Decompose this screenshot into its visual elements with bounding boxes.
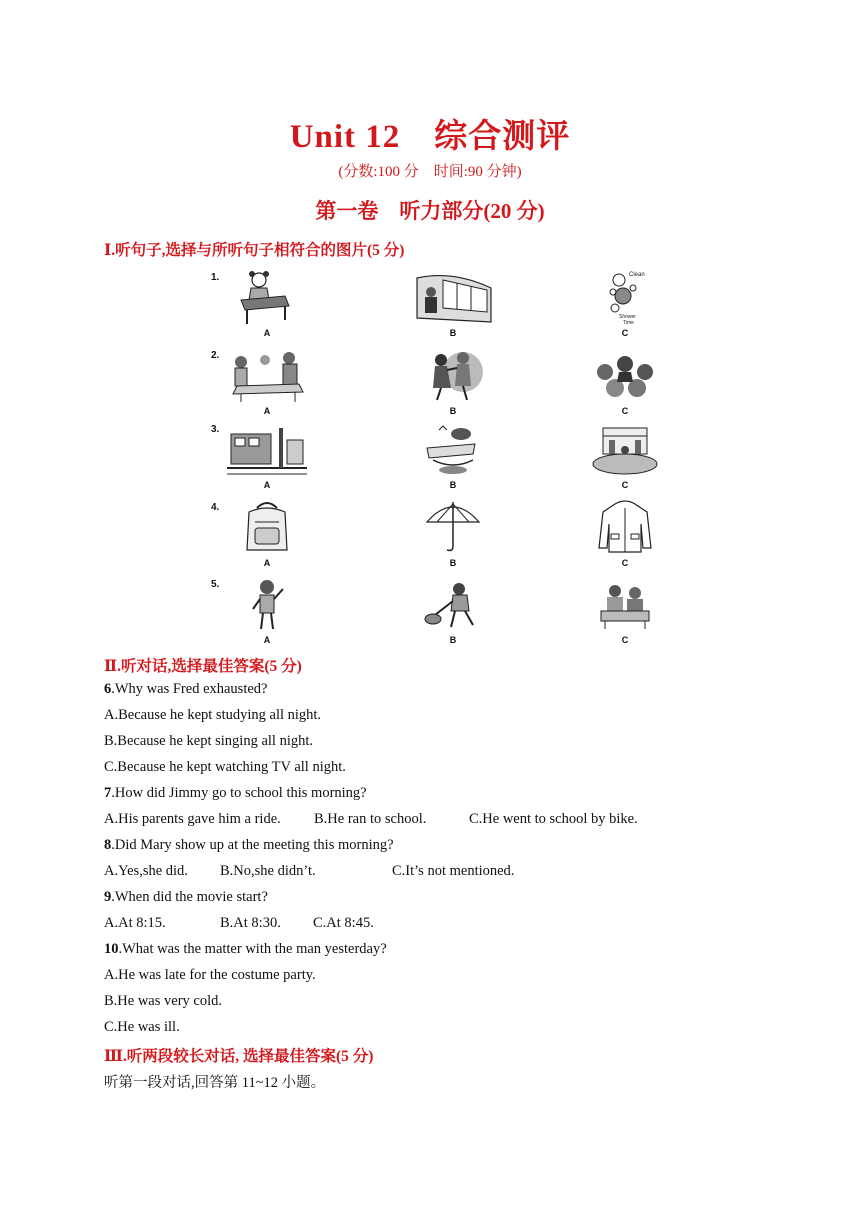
picture-4a: A — [227, 498, 307, 560]
boy-waving-icon — [227, 575, 307, 633]
q7-option-c: C.He went to school by bike. — [469, 811, 638, 827]
dancing-couple-icon — [413, 346, 493, 404]
girl-at-desk-icon — [227, 268, 307, 326]
picture-3c: C — [585, 420, 665, 482]
picture-row-2 — [205, 346, 665, 420]
picture-2a: A — [227, 346, 307, 408]
picture-5b: B — [413, 575, 493, 637]
picture-row-3 — [205, 420, 665, 494]
q7-option-a: A.His parents gave him a ride. — [104, 811, 281, 827]
building-scene-icon — [585, 420, 665, 478]
q9-option-b: B.At 8:30. — [220, 915, 281, 931]
picture-2b: B — [413, 346, 493, 408]
q7-options — [0, 811, 860, 831]
svg-text:Time: Time — [623, 320, 634, 326]
picture-row-5 — [205, 575, 665, 649]
q8-option-a: A.Yes,she did. — [104, 863, 188, 879]
picture-1c: Clean Shower Time C — [585, 268, 665, 330]
section-3-instruction: 听第一段对话,回答第 11~12 小题。 — [104, 1075, 326, 1091]
flying-objects-icon — [413, 420, 493, 478]
q8-option-b: B.No,she didn’t. — [220, 863, 316, 879]
q8-option-c: C.It’s not mentioned. — [392, 863, 515, 879]
q6-option-b: B.Because he kept singing all night. — [104, 733, 314, 749]
section-1-heading: Ⅰ.听句子,选择与所听句子相符合的图片(5 分) — [104, 242, 405, 259]
boy-cleaning-icon — [413, 575, 493, 633]
row-number: 3. — [211, 424, 220, 435]
section-2-heading: Ⅱ.听对话,选择最佳答案(5 分) — [104, 658, 302, 675]
question-8: 8.Did Mary show up at the meeting this morning? — [104, 837, 394, 853]
picture-3b: B — [413, 420, 493, 482]
q7-option-b: B.He ran to school. — [314, 811, 427, 827]
row-number: 1. — [211, 272, 220, 283]
q9-option-a: A.At 8:15. — [104, 915, 166, 931]
part-one-title: 第一卷 听力部分(20 分) — [315, 199, 545, 223]
row-number: 2. — [211, 350, 220, 361]
people-at-table-icon — [227, 346, 307, 404]
q9-option-c: C.At 8:45. — [313, 915, 374, 931]
question-9: 9.When did the movie start? — [104, 889, 268, 905]
row-number: 4. — [211, 502, 220, 513]
picture-5a: A — [227, 575, 307, 637]
score-time-subtitle: (分数:100 分 时间:90 分钟) — [338, 164, 522, 180]
q10-option-c: C.He was ill. — [104, 1019, 180, 1035]
q8-options — [0, 863, 860, 883]
clean-shower-time-icon — [585, 268, 665, 326]
picture-5c: C — [585, 575, 665, 637]
backpack-icon — [227, 498, 307, 556]
svg-text:Clean: Clean — [629, 272, 645, 278]
train-station-icon — [227, 420, 307, 478]
q10-option-b: B.He was very cold. — [104, 993, 222, 1009]
q6-option-c: C.Because he kept watching TV all night. — [104, 759, 346, 775]
fruit-people-icon — [585, 346, 665, 404]
picture-2c: C — [585, 346, 665, 408]
picture-4c: C — [585, 498, 665, 560]
picture-row-1 — [205, 268, 665, 342]
picture-3a: A — [227, 420, 307, 482]
question-6: 6.Why was Fred exhausted? — [104, 681, 268, 697]
picture-row-4 — [205, 498, 665, 572]
q10-option-a: A.He was late for the costume party. — [104, 967, 316, 983]
umbrella-icon — [413, 498, 493, 556]
family-sitting-icon — [585, 575, 665, 633]
question-10: 10.What was the matter with the man yesterday? — [104, 941, 387, 957]
page-title: Unit 12 综合测评 — [289, 119, 571, 155]
q6-option-a: A.Because he kept studying all night. — [104, 707, 322, 723]
question-7: 7.How did Jimmy go to school this morning? — [104, 785, 367, 801]
picture-4b: B — [413, 498, 493, 560]
picture-1a: A — [227, 268, 307, 330]
bus-window-icon — [413, 268, 493, 326]
row-number: 5. — [211, 579, 220, 590]
q9-options — [0, 915, 860, 935]
svg-text:Shower: Shower — [619, 314, 636, 320]
section-3-heading: Ⅲ.听两段较长对话, 选择最佳答案(5 分) — [104, 1048, 374, 1065]
picture-1b: B — [413, 268, 493, 330]
jacket-icon — [585, 498, 665, 556]
